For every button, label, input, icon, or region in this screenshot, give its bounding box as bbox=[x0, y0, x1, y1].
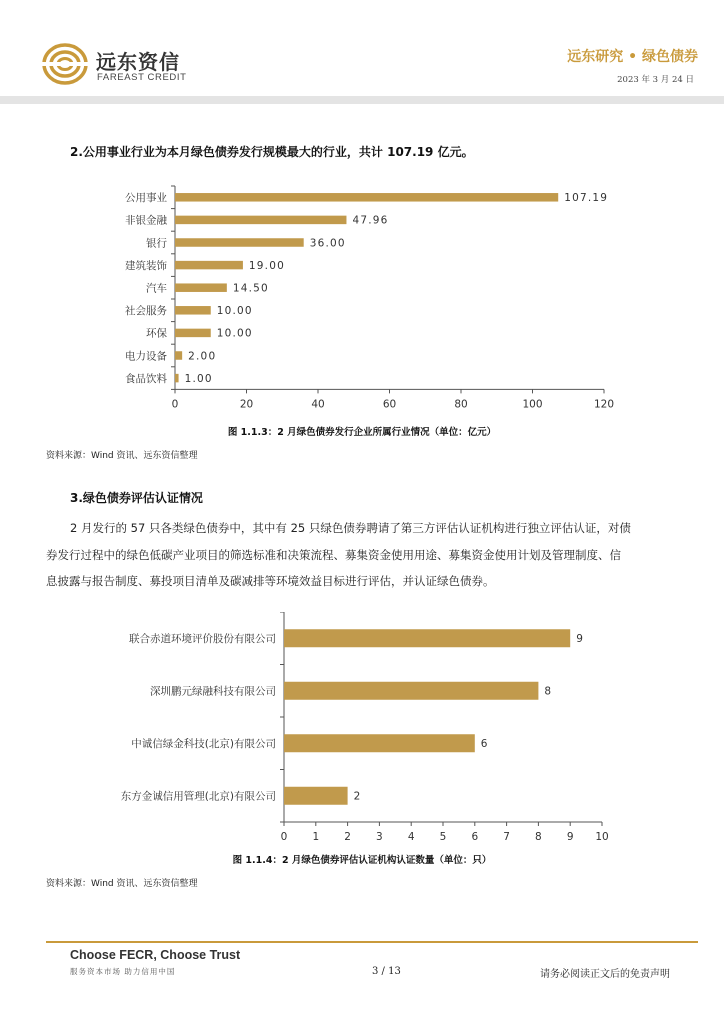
data-label: 107.19 bbox=[564, 192, 609, 205]
bar bbox=[175, 283, 227, 292]
y-tick-label: 环保 bbox=[146, 327, 167, 340]
fareast-logo bbox=[42, 42, 212, 88]
x-tick-label: 120 bbox=[593, 398, 615, 411]
data-label: 6 bbox=[480, 738, 488, 751]
paragraph-line: 2 月发行的 57 只各类绿色债券中，其中有 25 只绿色债券聘请了第三方评估认证机构进行独立评估认证，对债 bbox=[70, 521, 631, 535]
y-tick-label: 非银金融 bbox=[125, 214, 167, 227]
header-date: 2023 年 3 月 24 日 bbox=[617, 75, 694, 85]
x-tick-label: 1 bbox=[312, 831, 320, 842]
section-3-paragraph bbox=[46, 515, 686, 595]
data-label: 47.96 bbox=[352, 214, 389, 227]
disclaimer-notice: 请务必阅读正文后的免责声明 bbox=[540, 969, 670, 980]
page-number: 3 / 13 bbox=[372, 966, 401, 977]
logo-name-en: FAREAST CREDIT bbox=[97, 72, 187, 83]
y-tick-label: 银行 bbox=[146, 237, 167, 250]
data-label: 36.00 bbox=[309, 237, 346, 250]
y-tick-label: 社会服务 bbox=[125, 305, 167, 318]
paragraph-line: 券发行过程中的绿色低碳产业项目的筛选标准和决策流程、募集资金使用用途、募集资金使用计划及管理制度、信 bbox=[46, 547, 621, 562]
certifier-bar-chart bbox=[0, 612, 724, 842]
x-tick-label: 20 bbox=[239, 398, 254, 411]
data-label: 2.00 bbox=[188, 350, 217, 363]
figure-2-caption: 图 1.1.4：2 月绿色债券评估认证机构认证数量（单位：只） bbox=[232, 855, 492, 866]
x-tick-label: 4 bbox=[407, 831, 415, 842]
fareast-logo-icon bbox=[42, 42, 88, 86]
paragraph-line: 息披露与报告制度、募投项目清单及碳减排等环境效益目标进行评估，并认证绿色债券。 bbox=[46, 574, 495, 588]
data-label: 14.50 bbox=[232, 282, 269, 295]
footer-divider bbox=[46, 941, 698, 943]
bar bbox=[175, 374, 179, 383]
x-tick-label: 10 bbox=[595, 831, 609, 842]
bar bbox=[175, 238, 304, 247]
figure-1-caption: 图 1.1.3：2 月绿色债券发行企业所属行业情况（单位：亿元） bbox=[227, 427, 497, 438]
data-label: 1.00 bbox=[184, 372, 213, 385]
header-divider bbox=[0, 96, 724, 104]
header-section-label: 远东研究 • 绿色债券 bbox=[567, 49, 698, 65]
y-tick-label: 公用事业 bbox=[125, 192, 167, 205]
data-label: 2 bbox=[353, 790, 361, 803]
bar bbox=[175, 329, 211, 338]
y-tick-label: 建筑装饰 bbox=[125, 259, 167, 272]
bar bbox=[284, 682, 538, 700]
x-tick-label: 40 bbox=[311, 398, 325, 411]
footer-slogan: Choose FECR, Choose Trust bbox=[70, 948, 241, 962]
x-tick-label: 60 bbox=[382, 398, 397, 411]
bar bbox=[175, 306, 211, 315]
x-tick-label: 9 bbox=[566, 831, 574, 842]
bar bbox=[175, 351, 182, 360]
industry-bar-chart bbox=[0, 180, 724, 430]
data-label: 19.00 bbox=[248, 259, 285, 272]
figure-2-source: 资料来源：Wind 资讯、远东资信整理 bbox=[46, 879, 198, 889]
data-label: 8 bbox=[544, 685, 552, 698]
bar bbox=[175, 193, 558, 202]
footer-subslogan: 服务资本市场 助力信用中国 bbox=[70, 967, 176, 976]
data-label: 10.00 bbox=[216, 327, 253, 340]
y-tick-label: 深圳鹏元绿融科技有限公司 bbox=[150, 685, 276, 698]
figure-1-source: 资料来源：Wind 资讯、远东资信整理 bbox=[46, 451, 198, 461]
y-tick-label: 中诚信绿金科技(北京)有限公司 bbox=[131, 738, 276, 751]
logo-name-cn: 远东资信 bbox=[96, 50, 180, 74]
x-tick-label: 6 bbox=[471, 831, 479, 842]
y-tick-label: 汽车 bbox=[146, 282, 167, 295]
bar bbox=[284, 734, 475, 752]
x-tick-label: 3 bbox=[376, 831, 383, 842]
bar bbox=[284, 787, 348, 805]
x-tick-label: 8 bbox=[535, 831, 542, 842]
x-tick-label: 7 bbox=[503, 831, 510, 842]
x-tick-label: 5 bbox=[439, 831, 447, 842]
x-tick-label: 100 bbox=[522, 398, 543, 411]
y-tick-label: 电力设备 bbox=[125, 350, 167, 363]
x-tick-label: 2 bbox=[344, 831, 351, 842]
x-tick-label: 0 bbox=[171, 398, 179, 411]
data-label: 9 bbox=[576, 633, 583, 646]
section-2-title: 2.公用事业行业为本月绿色债券发行规模最大的行业，共计 107.19 亿元。 bbox=[70, 145, 474, 159]
bar bbox=[284, 629, 570, 647]
bar bbox=[175, 261, 243, 270]
y-tick-label: 食品饮料 bbox=[125, 372, 167, 385]
data-label: 10.00 bbox=[216, 305, 253, 318]
section-3-title: 3.绿色债券评估认证情况 bbox=[70, 491, 203, 505]
y-tick-label: 东方金诚信用管理(北京)有限公司 bbox=[120, 790, 276, 803]
x-tick-label: 0 bbox=[280, 831, 288, 842]
y-tick-label: 联合赤道环境评价股份有限公司 bbox=[129, 633, 276, 646]
bar bbox=[175, 216, 346, 225]
x-tick-label: 80 bbox=[454, 398, 468, 411]
